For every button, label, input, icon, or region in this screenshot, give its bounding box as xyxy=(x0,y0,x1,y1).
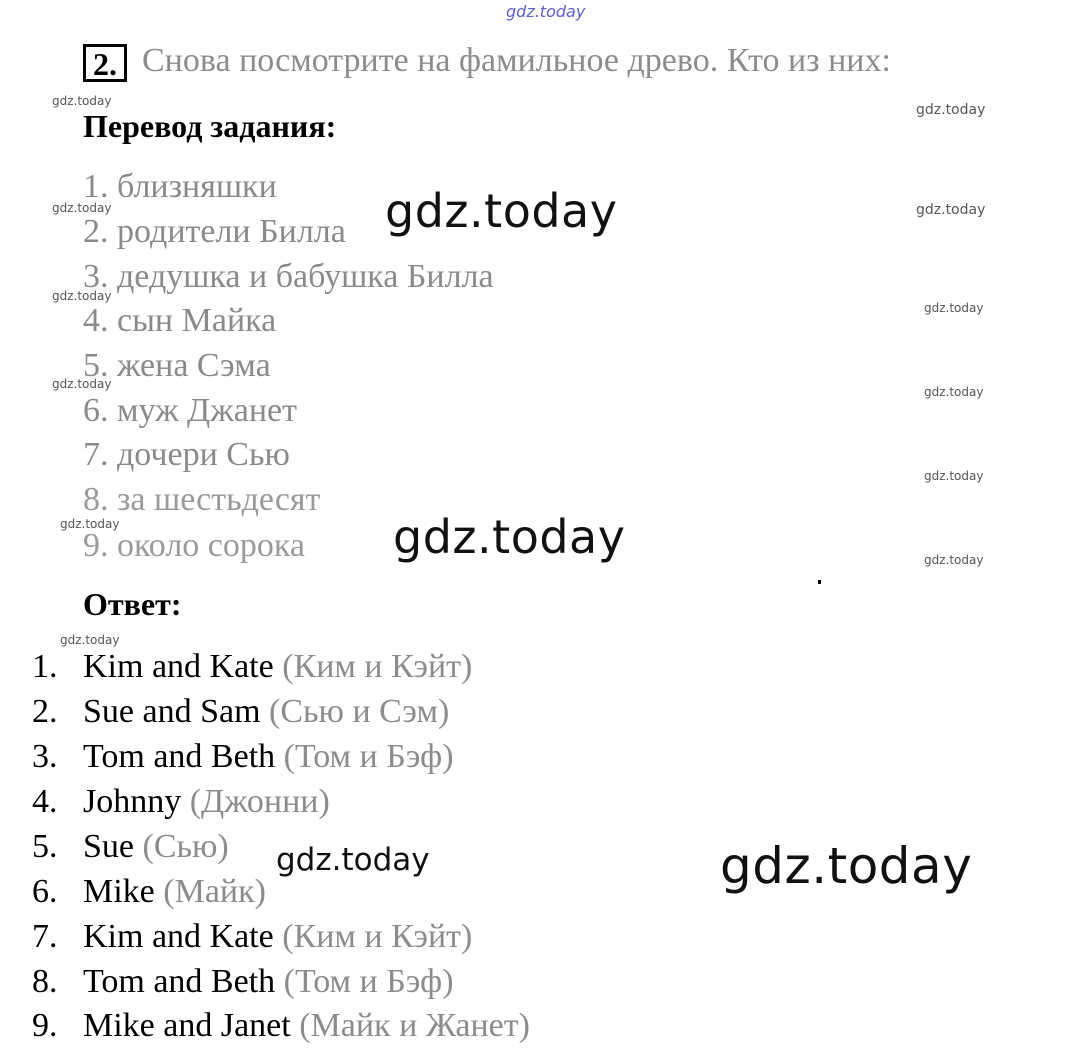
answer-number: 2. xyxy=(32,693,58,730)
answer-russian: (Ким и Кэйт) xyxy=(282,918,473,955)
answer-russian: (Том и Бэф) xyxy=(283,738,454,775)
answer-russian: (Сью и Сэм) xyxy=(269,693,450,730)
answer-english: Tom and Beth xyxy=(83,738,276,775)
watermark-medium: gdz.today xyxy=(276,842,430,878)
watermark-small: gdz.today xyxy=(916,102,986,118)
task-instruction: Снова посмотрите на фамильное древо. Кто из них: xyxy=(142,42,891,79)
answer-english: Sue xyxy=(83,828,134,865)
watermark-small: gdz.today xyxy=(924,301,984,315)
answer-item xyxy=(83,693,449,731)
stray-mark xyxy=(818,580,821,584)
translation-item: 5. жена Сэма xyxy=(83,347,271,384)
answer-item xyxy=(83,873,266,911)
watermark-small: gdz.today xyxy=(52,289,112,303)
answer-english: Mike xyxy=(83,873,155,910)
answer-english: Sue and Sam xyxy=(83,693,261,730)
answer-english: Kim and Kate xyxy=(83,648,274,685)
watermark-small: gdz.today xyxy=(52,377,112,391)
watermark-small: gdz.today xyxy=(60,633,120,647)
answer-russian: (Майк и Жанет) xyxy=(299,1007,530,1044)
translation-heading: Перевод задания: xyxy=(83,108,337,144)
answer-number: 3. xyxy=(32,738,58,775)
watermark-small: gdz.today xyxy=(924,469,984,483)
watermark-small: gdz.today xyxy=(60,517,120,531)
translation-item: 2. родители Билла xyxy=(83,213,346,250)
translation-item: 9. около сорока xyxy=(83,527,305,564)
answer-number: 5. xyxy=(32,828,58,865)
answer-item xyxy=(83,918,472,956)
answer-item xyxy=(83,828,229,866)
answer-item xyxy=(83,963,454,1001)
watermark-small: gdz.today xyxy=(924,385,984,399)
answer-number: 4. xyxy=(32,783,58,820)
answer-item xyxy=(83,783,330,821)
answer-english: Mike and Janet xyxy=(83,1007,291,1044)
answer-english: Johnny xyxy=(83,783,182,820)
task-number-box: 2. xyxy=(83,44,127,82)
answer-russian: (Ким и Кэйт) xyxy=(282,648,473,685)
answer-russian: (Майк) xyxy=(163,873,266,910)
translation-item: 6. муж Джанет xyxy=(83,392,297,429)
watermark-small: gdz.today xyxy=(52,201,112,215)
answer-english: Tom and Beth xyxy=(83,963,276,1000)
watermark-small: gdz.today xyxy=(924,553,984,567)
watermark-large: gdz.today xyxy=(393,510,626,564)
answer-item xyxy=(83,648,472,686)
answer-heading: Ответ: xyxy=(83,586,182,622)
watermark-top: gdz.today xyxy=(506,2,586,21)
translation-item: 3. дедушка и бабушка Билла xyxy=(83,258,494,295)
answer-item xyxy=(83,1007,530,1045)
watermark-large: gdz.today xyxy=(720,837,973,895)
answer-number: 9. xyxy=(32,1007,58,1044)
watermark-large: gdz.today xyxy=(385,184,618,238)
watermark-small: gdz.today xyxy=(52,94,112,108)
translation-item: 4. сын Майка xyxy=(83,302,277,339)
answer-item xyxy=(83,738,454,776)
watermark-small: gdz.today xyxy=(916,202,986,218)
answer-russian: (Том и Бэф) xyxy=(283,963,454,1000)
translation-item: 7. дочери Сью xyxy=(83,436,290,473)
translation-item: 1. близняшки xyxy=(83,168,277,205)
translation-item: 8. за шестьдесят xyxy=(83,481,321,518)
answer-russian: (Сью) xyxy=(142,828,229,865)
answer-number: 7. xyxy=(32,918,58,955)
answer-number: 6. xyxy=(32,873,58,910)
answer-number: 1. xyxy=(32,648,58,685)
answer-english: Kim and Kate xyxy=(83,918,274,955)
answer-russian: (Джонни) xyxy=(189,783,330,820)
answer-number: 8. xyxy=(32,963,58,1000)
